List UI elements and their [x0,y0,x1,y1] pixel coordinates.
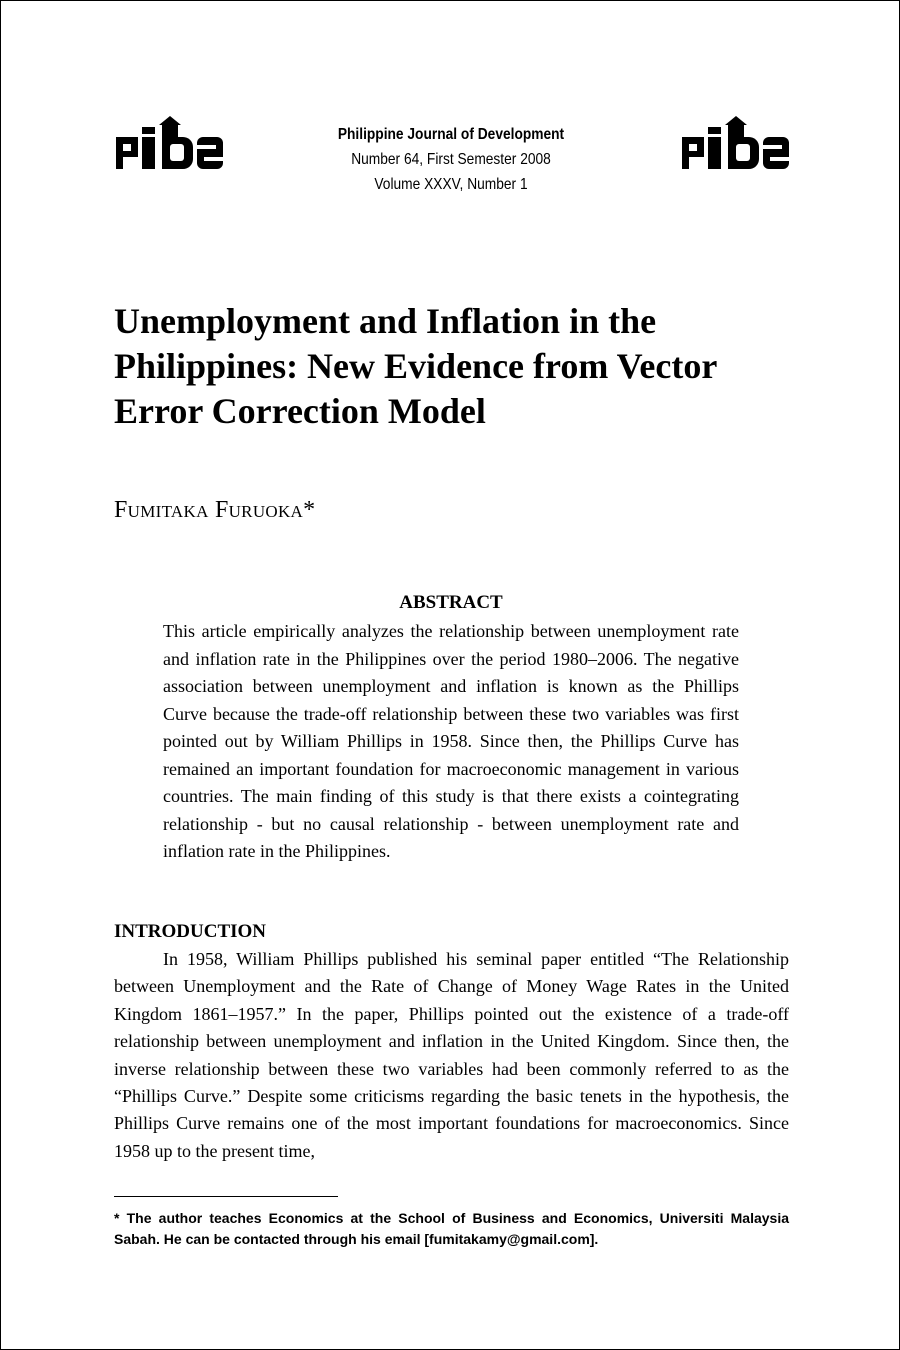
author-name: Fumitaka Furuoka* [114,497,316,523]
journal-header [279,122,623,197]
journal-issue: Number 64, First Semester 2008 [351,151,551,168]
introduction-heading: INTRODUCTION [114,921,267,942]
pids-logo-icon [680,115,790,171]
pids-logo-icon [114,115,224,171]
journal-title: Philippine Journal of Development [337,126,565,143]
introduction-text: In 1958, William Phillips published his seminal paper entitled “The Relationship between Unemployment and the Rate of Change of Money Wage Rates in the United Kingdom 1861–1957.” In the paper, Phillips pointed out the existence of a trade-off relationship between unemployment and inflation in the United Kingdom. Since then, the inverse relationship between these two variables had been commonly referred to as the “Phillips Curve.” Despite some criticisms regarding the basic tenets in the hypothesis, the Phillips Curve remains one of the most important foundations for macroeconomics. Since 1958 up to the present time, [114,949,789,1161]
abstract-text: This article empirically analyzes the relationship between unemployment rate and inflation rate in the Philippines over the period 1980–2006. The negative association between unemployment and inflation is known as the Phillips Curve because the trade-off relationship between these two variables was first pointed out by William Phillips in 1958. Since then, the Phillips Curve has remained an important foundation for macroeconomic management in various countries. The main finding of this study is that there exists a cointegrating relationship - but no causal relationship - between unemployment rate and inflation rate in the Philippines. [163,621,739,861]
article-title: Unemployment and Inflation in the Philippines: New Evidence from Vector Error Correction Model [114,301,717,431]
abstract-heading: ABSTRACT [399,592,503,613]
journal-volume: Volume XXXV, Number 1 [374,176,528,193]
footnote-divider [114,1196,338,1197]
author-footnote: * The author teaches Economics at the School of Business and Economics, Universiti Malaysia Sabah. He can be contacted through his email [fumitakamy@gmail.com]. [114,1210,789,1247]
